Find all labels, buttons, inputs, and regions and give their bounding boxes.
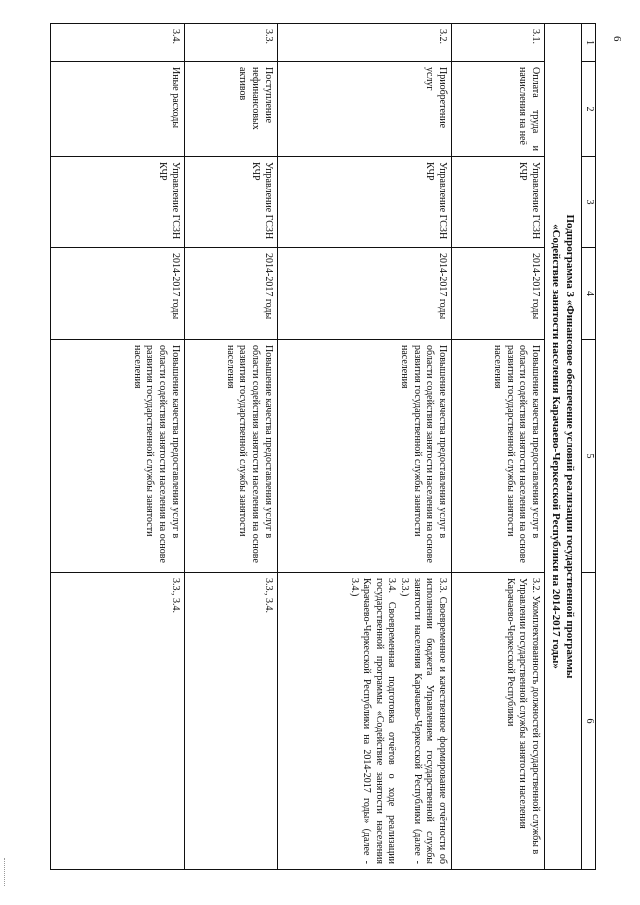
row-number: 3.1. <box>451 24 544 62</box>
row-number: 3.2. <box>277 24 451 62</box>
table-row <box>277 24 451 870</box>
period: 2014-2017 годы <box>51 248 185 340</box>
expected-result: Повышение качества предоставления услуг в области содействия занятости населения на основе развития государственной службы занятости населения <box>451 340 544 573</box>
indicator-text: 3.2. Укомплектованность должностей государственной службы в Управлении государственной службы занятости населения Карачаево-Черкесской Республики <box>504 578 541 855</box>
table-row <box>184 24 277 870</box>
indicators <box>184 573 277 870</box>
table-row <box>451 24 544 870</box>
executor: Управление ГСЗН КЧР <box>277 157 451 248</box>
executor: Управление ГСЗН КЧР <box>51 157 185 248</box>
column-number: 3 <box>582 157 596 248</box>
column-number-row <box>582 24 596 870</box>
period: 2014-2017 годы <box>277 248 451 340</box>
indicators <box>51 573 185 870</box>
expected-result: Повышение качества предоставления услуг в области содействия занятости населения на основе развития государственной службы занятости населения <box>184 340 277 573</box>
table-row <box>51 24 185 870</box>
indicators <box>277 573 451 870</box>
program-table <box>50 23 596 870</box>
expected-result: Повышение качества предоставления услуг в области содействия занятости населения на основе развития государственной службы занятости населения <box>277 340 451 573</box>
expense-name: Приобретение услуг <box>277 62 451 157</box>
column-number: 4 <box>582 248 596 340</box>
page-number: 6 <box>611 36 623 42</box>
indicator-text: 3.3., 3.4. <box>262 578 274 613</box>
executor: Управление ГСЗН КЧР <box>184 157 277 248</box>
indicators <box>451 573 544 870</box>
section-title-row <box>544 24 581 870</box>
column-number: 2 <box>582 62 596 157</box>
expense-name: Иные расходы <box>51 62 185 157</box>
section-title-line: Подпрограмма 3 «Финансовое обеспечение условий реализации государственной программы <box>564 214 577 679</box>
expense-name: Поступление нефинансовых активов <box>184 62 277 157</box>
section-title <box>544 24 581 870</box>
column-number: 5 <box>582 340 596 573</box>
column-number: 6 <box>582 573 596 870</box>
row-number: 3.3. <box>184 24 277 62</box>
rotated-sheet <box>50 23 596 869</box>
period: 2014-2017 годы <box>451 248 544 340</box>
indicator-text: 3.4. Своевременная подготовка отчётов о ходе реализации государственной программы «Содействие занятости населения Карачаево-Черкесской Республики на 2014-2017 годы» (далее - 3.4.) <box>348 578 398 864</box>
scan-edge-marks <box>4 858 7 886</box>
indicator-text: 3.3. Своевременное и качественное формирование отчётности об исполнении бюджета Управлением государственной службы занятости населения Карачаево-Черкесской Республики (далее - 3.3.) <box>398 578 448 864</box>
period: 2014-2017 годы <box>184 248 277 340</box>
section-title-line: «Содействие занятости населения Карачаево-Черкесской Республики на 2014-2017 годы» <box>550 224 563 669</box>
executor: Управление ГСЗН КЧР <box>451 157 544 248</box>
indicator-text: 3.3., 3.4. <box>169 578 181 613</box>
row-number: 3.4. <box>51 24 185 62</box>
column-number: 1 <box>582 24 596 62</box>
expected-result: Повышение качества предоставления услуг в области содействия занятости населения на основе развития государственной службы занятости населения <box>51 340 185 573</box>
expense-name: Оплата труда и начисления на неё <box>451 62 544 157</box>
